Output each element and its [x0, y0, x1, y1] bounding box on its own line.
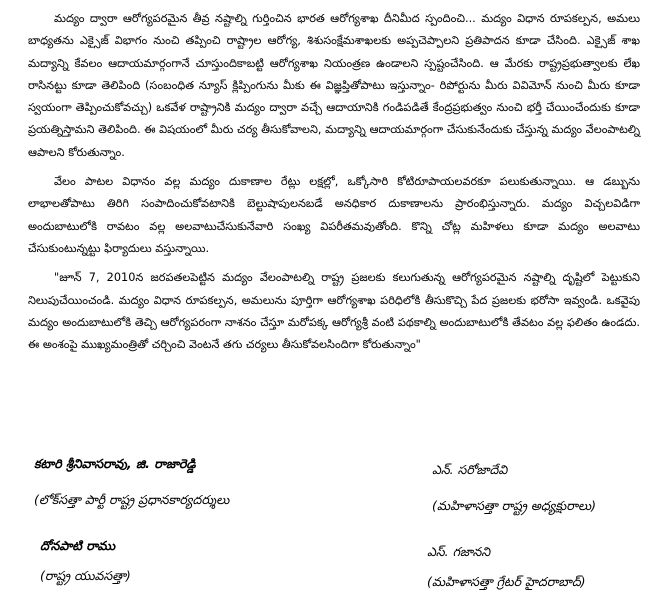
signatory-2-role: (మహిళాసత్తా రాష్ట్ర అధ్యక్షురాలు) [432, 498, 597, 513]
signatory-3-name: దోనపాటి రాము [40, 538, 116, 553]
letter-body [28, 8, 640, 363]
paragraph-1: మద్యం ద్వారా ఆరోగ్యపరమైన తీవ్ర నష్టాల్ని గుర్తించిన భారత ఆరోగ్యశాఖ దీనిమీద స్పందించి... మద్యం విధాన రూపకల్పన, అమలు బాధ్యతను ఎక్సైజ్ విభాగం నుంచి తప్పించి రాష్ట్రాల ఆరోగ్య, శిశుసంక్షేమశాఖలకు అప్పచెప్పాలని ప్రతిపాదన కూడా చేసింది. ఎక్సైజ్ శాఖ మద్యాన్ని కేవలం ఆదాయమార్గంగానే చూస్తుందికాబట్టి ఆరోగ్యశాఖ నియంత్రణ ఉండాలని స్పష్టంచేసింది. ఆ మేరకు రాష్ట్రప్రభుత్వాలకు లేఖ రాసినట్టు కూడా తెలిపింది (సంబంధిత న్యూస్ క్లిప్పింగును మీకు ఈ విజ్ఞప్తితోపాటు ఇస్తున్నాం- రిపోర్టును మీరు వివిమోన్ నుంచి మీరు కూడా స్వయంగా తెప్పించుకోవచ్చు) ఒకవేళ రాష్ట్రానికి మద్యం ద్వారా వచ్చే ఆదాయానికి గండిపడితే కేంద్రప్రభుత్వం నుంచి భర్తీ చేయించేందుకు కూడా ప్రయత్నిస్తామని తెలిపింది. ఈ విషయంలో మీరు చర్య తీసుకోవాలని, మద్యాన్ని ఆదాయమార్గంగా చేసుకునేందుకు చేస్తున్న మద్యం వేలంపాటల్ని ఆపాలని కోరుతున్నాం. [28, 12, 640, 159]
paragraph-3: "జూన్ 7, 2010న జరపతలపెట్టిన మద్యం వేలంపాటల్ని రాష్ట్ర ప్రజలకు కలుగుతున్న ఆరోగ్యపరమైన నష్టాల్ని దృష్టిలో పెట్టుకుని నిలుపుచేయించండి. మద్యం విధాన రూపకల్పన, అమలును పూర్తిగా ఆరోగ్యశాఖ పరిధిలోకి తీసుకొచ్చి పేద ప్రజలకు భరోసా ఇవ్వండి. ఒకవైపు మద్యం అందుబాటులోకి తెచ్చి ఆరోగ్యపరంగా నాశనం చేస్తూ మరోపక్క ఆరోగ్యశ్రీ వంటి పథకాల్ని అందుబాటులోకి తేవటం వల్ల ఫలితం ఉండదు. ఈ అంశంపై ముఖ్యమంత్రితో చర్చించి వెంటనే తగు చర్యలు తీసుకోవలసిందిగా కోరుతున్నాం" [28, 271, 640, 352]
signatory-3-role: (రాష్ట్ర యువసత్తా) [40, 568, 131, 583]
signatory-4-role: (మహిళాసత్తా గ్రేటర్ హైదరాబాద్) [427, 574, 586, 589]
signatory-2 [432, 461, 596, 515]
signatory-1 [34, 455, 229, 509]
signatory-4 [427, 543, 586, 591]
signatory-3 [40, 537, 131, 585]
paragraph-2: వేలం పాటల విధానం వల్ల మద్యం దుకాణాల రేట్లు లక్షల్లో, ఒక్కోసారి కోటిరూపాయలవరకూ పలుకుతున్నాయి. ఆ డబ్బును లాభాలతోపాటు తిరిగి సంపాదించుకోవటానికి బెల్టుషాపులనబడే అనధికార దుకాణాలను ప్రారంభిస్తున్నారు. మద్యం విచ్చలవిడిగా అందుబాటులోకి రావటం వల్ల అలవాటుచేసుకునేవారి సంఖ్య విపరీతమవుతోంది. కొన్ని చోట్ల మహిళలు కూడా మద్యం అలవాటు చేసుకుంటున్నట్టు ఫిర్యాదులు వస్తున్నాయి. [28, 175, 640, 255]
signatory-1-name: కటారి శ్రీనివాసరావు, జి. రాజారెడ్డి [34, 456, 196, 471]
signatory-1-role: (లోక్‌సత్తా పార్టీ రాష్ట్ర ప్రధానకార్యదర్శులు [34, 492, 230, 507]
signatory-2-name: ఎన్. సరోజాదేవి [432, 462, 508, 477]
signatory-4-name: ఎస్. గజానని [427, 544, 491, 559]
